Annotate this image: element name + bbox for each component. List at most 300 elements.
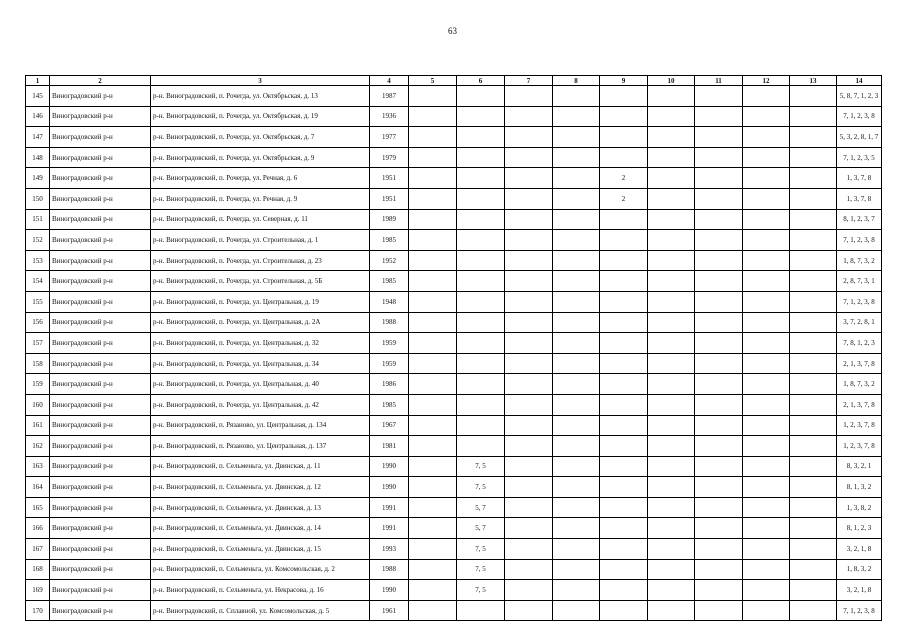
col8-cell	[553, 291, 600, 312]
col5-cell	[409, 250, 457, 271]
col7-cell	[505, 271, 553, 292]
table-row	[26, 456, 882, 477]
col10-cell	[648, 539, 695, 560]
col14-cell: 8, 1, 2, 3	[837, 518, 882, 539]
col12-cell	[743, 250, 790, 271]
col10-cell	[648, 291, 695, 312]
col12-cell	[743, 518, 790, 539]
col12-cell	[743, 230, 790, 251]
year-cell: 1990	[370, 456, 409, 477]
column-header: 2	[50, 76, 151, 86]
column-header: 9	[600, 76, 648, 86]
year-cell: 1951	[370, 168, 409, 189]
district-cell: Виноградовский р-н	[50, 106, 151, 127]
col7-cell	[505, 147, 553, 168]
year-cell: 1959	[370, 353, 409, 374]
col8-cell	[553, 127, 600, 148]
col11-cell	[695, 230, 743, 251]
year-cell: 1988	[370, 312, 409, 333]
table-row	[26, 333, 882, 354]
district-cell: Виноградовский р-н	[50, 394, 151, 415]
address-cell: р-н. Виноградовский, п. Рязаново, ул. Центральная, д. 134	[151, 415, 370, 436]
col5-cell	[409, 86, 457, 107]
col6-cell	[457, 436, 505, 457]
col13-cell	[790, 86, 837, 107]
col6-cell	[457, 168, 505, 189]
col7-cell	[505, 374, 553, 395]
col14-cell: 3, 2, 1, 8	[837, 539, 882, 560]
table-row	[26, 147, 882, 168]
col6-cell	[457, 394, 505, 415]
col11-cell	[695, 456, 743, 477]
row-number: 146	[26, 106, 50, 127]
col9-cell	[600, 312, 648, 333]
address-cell: р-н. Виноградовский, п. Рочегда, ул. Северная, д. 11	[151, 209, 370, 230]
col7-cell	[505, 353, 553, 374]
col7-cell	[505, 188, 553, 209]
district-cell: Виноградовский р-н	[50, 168, 151, 189]
col10-cell	[648, 312, 695, 333]
col13-cell	[790, 539, 837, 560]
district-cell: Виноградовский р-н	[50, 580, 151, 601]
col14-cell: 7, 8, 1, 2, 3	[837, 333, 882, 354]
district-cell: Виноградовский р-н	[50, 539, 151, 560]
col13-cell	[790, 168, 837, 189]
year-cell: 1986	[370, 374, 409, 395]
row-number: 151	[26, 209, 50, 230]
address-cell: р-н. Виноградовский, п. Рочегда, ул. Центральная, д. 19	[151, 291, 370, 312]
col12-cell	[743, 291, 790, 312]
row-number: 147	[26, 127, 50, 148]
table-row	[26, 600, 882, 621]
year-cell: 1959	[370, 333, 409, 354]
col11-cell	[695, 333, 743, 354]
col8-cell	[553, 436, 600, 457]
col10-cell	[648, 374, 695, 395]
col5-cell	[409, 291, 457, 312]
col13-cell	[790, 188, 837, 209]
row-number: 155	[26, 291, 50, 312]
col10-cell	[648, 580, 695, 601]
row-number: 156	[26, 312, 50, 333]
row-number: 158	[26, 353, 50, 374]
col5-cell	[409, 539, 457, 560]
col12-cell	[743, 86, 790, 107]
col6-cell: 7, 5	[457, 477, 505, 498]
col6-cell: 5, 7	[457, 497, 505, 518]
district-cell: Виноградовский р-н	[50, 209, 151, 230]
district-cell: Виноградовский р-н	[50, 559, 151, 580]
col13-cell	[790, 456, 837, 477]
col9-cell	[600, 456, 648, 477]
col11-cell	[695, 312, 743, 333]
col8-cell	[553, 600, 600, 621]
row-number: 167	[26, 539, 50, 560]
col14-cell: 7, 1, 2, 3, 8	[837, 230, 882, 251]
col9-cell	[600, 415, 648, 436]
address-cell: р-н. Виноградовский, п. Рочегда, ул. Октябрьская, д. 9	[151, 147, 370, 168]
address-cell: р-н. Виноградовский, п. Рочегда, ул. Центральная, д. 40	[151, 374, 370, 395]
col5-cell	[409, 497, 457, 518]
col8-cell	[553, 394, 600, 415]
col7-cell	[505, 456, 553, 477]
col12-cell	[743, 106, 790, 127]
row-number: 169	[26, 580, 50, 601]
address-cell: р-н. Виноградовский, п. Рочегда, ул. Октябрьская, д. 13	[151, 86, 370, 107]
col7-cell	[505, 86, 553, 107]
row-number: 145	[26, 86, 50, 107]
table-row	[26, 250, 882, 271]
col8-cell	[553, 209, 600, 230]
col13-cell	[790, 333, 837, 354]
col12-cell	[743, 333, 790, 354]
col13-cell	[790, 127, 837, 148]
col8-cell	[553, 86, 600, 107]
table-row	[26, 477, 882, 498]
col9-cell: 2	[600, 168, 648, 189]
year-cell: 1967	[370, 415, 409, 436]
row-number: 148	[26, 147, 50, 168]
row-number: 152	[26, 230, 50, 251]
table-header	[26, 76, 882, 86]
col14-cell: 7, 1, 2, 3, 8	[837, 600, 882, 621]
district-cell: Виноградовский р-н	[50, 518, 151, 539]
address-cell: р-н. Виноградовский, п. Рочегда, ул. Строительная, д. 23	[151, 250, 370, 271]
col10-cell	[648, 333, 695, 354]
col12-cell	[743, 436, 790, 457]
col5-cell	[409, 559, 457, 580]
row-number: 159	[26, 374, 50, 395]
row-number: 164	[26, 477, 50, 498]
col12-cell	[743, 209, 790, 230]
col13-cell	[790, 271, 837, 292]
table-row	[26, 436, 882, 457]
col11-cell	[695, 580, 743, 601]
col10-cell	[648, 106, 695, 127]
table-row	[26, 312, 882, 333]
address-cell: р-н. Виноградовский, п. Рочегда, ул. Октябрьская, д. 19	[151, 106, 370, 127]
column-header: 14	[837, 76, 882, 86]
col10-cell	[648, 436, 695, 457]
col14-cell: 1, 3, 7, 8	[837, 188, 882, 209]
col13-cell	[790, 374, 837, 395]
district-cell: Виноградовский р-н	[50, 374, 151, 395]
district-cell: Виноградовский р-н	[50, 188, 151, 209]
address-cell: р-н. Виноградовский, п. Сельменьга, ул. Двинская, д. 11	[151, 456, 370, 477]
col12-cell	[743, 147, 790, 168]
col5-cell	[409, 436, 457, 457]
row-number: 168	[26, 559, 50, 580]
col14-cell: 8, 1, 2, 3, 7	[837, 209, 882, 230]
district-cell: Виноградовский р-н	[50, 312, 151, 333]
col11-cell	[695, 127, 743, 148]
year-cell: 1981	[370, 436, 409, 457]
year-cell: 1993	[370, 539, 409, 560]
col12-cell	[743, 188, 790, 209]
col12-cell	[743, 127, 790, 148]
col9-cell	[600, 436, 648, 457]
col6-cell	[457, 374, 505, 395]
address-cell: р-н. Виноградовский, п. Рязаново, ул. Центральная, д. 137	[151, 436, 370, 457]
col13-cell	[790, 312, 837, 333]
col6-cell: 7, 5	[457, 456, 505, 477]
col9-cell	[600, 333, 648, 354]
col10-cell	[648, 518, 695, 539]
table-row	[26, 291, 882, 312]
table-row	[26, 127, 882, 148]
district-cell: Виноградовский р-н	[50, 271, 151, 292]
col12-cell	[743, 497, 790, 518]
col6-cell: 5, 7	[457, 518, 505, 539]
col12-cell	[743, 559, 790, 580]
col14-cell: 7, 1, 2, 3, 8	[837, 291, 882, 312]
table-body	[26, 86, 882, 621]
col6-cell	[457, 271, 505, 292]
col12-cell	[743, 539, 790, 560]
col5-cell	[409, 230, 457, 251]
address-cell: р-н. Виноградовский, п. Рочегда, ул. Центральная, д. 2А	[151, 312, 370, 333]
col6-cell	[457, 600, 505, 621]
col11-cell	[695, 353, 743, 374]
year-cell: 1985	[370, 230, 409, 251]
year-cell: 1991	[370, 518, 409, 539]
col10-cell	[648, 230, 695, 251]
row-number: 161	[26, 415, 50, 436]
col14-cell: 5, 3, 2, 8, 1, 7	[837, 127, 882, 148]
col10-cell	[648, 271, 695, 292]
col10-cell	[648, 477, 695, 498]
col14-cell: 7, 1, 2, 3, 5	[837, 147, 882, 168]
col6-cell	[457, 230, 505, 251]
table-row	[26, 374, 882, 395]
col6-cell	[457, 106, 505, 127]
col6-cell	[457, 188, 505, 209]
column-header: 13	[790, 76, 837, 86]
col10-cell	[648, 86, 695, 107]
address-cell: р-н. Виноградовский, п. Сельменьга, ул. Комсомольская, д. 2	[151, 559, 370, 580]
col9-cell	[600, 86, 648, 107]
col10-cell	[648, 188, 695, 209]
col9-cell	[600, 271, 648, 292]
table-row	[26, 518, 882, 539]
col7-cell	[505, 106, 553, 127]
col9-cell	[600, 600, 648, 621]
table-row	[26, 394, 882, 415]
col8-cell	[553, 559, 600, 580]
year-cell: 1985	[370, 394, 409, 415]
district-cell: Виноградовский р-н	[50, 250, 151, 271]
district-cell: Виноградовский р-н	[50, 477, 151, 498]
column-header: 8	[553, 76, 600, 86]
col12-cell	[743, 271, 790, 292]
col13-cell	[790, 580, 837, 601]
column-header: 12	[743, 76, 790, 86]
year-cell: 1988	[370, 559, 409, 580]
address-cell: р-н. Виноградовский, п. Рочегда, ул. Строительная, д. 1	[151, 230, 370, 251]
district-cell: Виноградовский р-н	[50, 436, 151, 457]
col10-cell	[648, 497, 695, 518]
col7-cell	[505, 436, 553, 457]
col6-cell	[457, 333, 505, 354]
column-header: 5	[409, 76, 457, 86]
address-cell: р-н. Виноградовский, п. Сельменьга, ул. Двинская, д. 15	[151, 539, 370, 560]
row-number: 162	[26, 436, 50, 457]
col9-cell	[600, 394, 648, 415]
col8-cell	[553, 250, 600, 271]
year-cell: 1936	[370, 106, 409, 127]
col10-cell	[648, 456, 695, 477]
col13-cell	[790, 230, 837, 251]
year-cell: 1948	[370, 291, 409, 312]
col11-cell	[695, 168, 743, 189]
col8-cell	[553, 518, 600, 539]
col14-cell: 1, 2, 3, 7, 8	[837, 415, 882, 436]
col12-cell	[743, 168, 790, 189]
registry-table	[25, 75, 882, 621]
col11-cell	[695, 559, 743, 580]
col10-cell	[648, 394, 695, 415]
col8-cell	[553, 580, 600, 601]
district-cell: Виноградовский р-н	[50, 353, 151, 374]
col11-cell	[695, 86, 743, 107]
table-row	[26, 106, 882, 127]
col14-cell: 7, 1, 2, 3, 8	[837, 106, 882, 127]
col5-cell	[409, 188, 457, 209]
col5-cell	[409, 312, 457, 333]
col9-cell	[600, 250, 648, 271]
col11-cell	[695, 477, 743, 498]
table-row	[26, 230, 882, 251]
year-cell: 1989	[370, 209, 409, 230]
col11-cell	[695, 106, 743, 127]
col7-cell	[505, 291, 553, 312]
row-number: 149	[26, 168, 50, 189]
col11-cell	[695, 147, 743, 168]
year-cell: 1979	[370, 147, 409, 168]
col5-cell	[409, 415, 457, 436]
col9-cell	[600, 518, 648, 539]
col12-cell	[743, 477, 790, 498]
address-cell: р-н. Виноградовский, п. Рочегда, ул. Речная, д. 6	[151, 168, 370, 189]
year-cell: 1961	[370, 600, 409, 621]
col5-cell	[409, 518, 457, 539]
col11-cell	[695, 415, 743, 436]
address-cell: р-н. Виноградовский, п. Рочегда, ул. Речная, д. 9	[151, 188, 370, 209]
col9-cell	[600, 127, 648, 148]
col13-cell	[790, 353, 837, 374]
col14-cell: 1, 2, 3, 7, 8	[837, 436, 882, 457]
district-cell: Виноградовский р-н	[50, 291, 151, 312]
col13-cell	[790, 497, 837, 518]
col14-cell: 3, 2, 1, 8	[837, 580, 882, 601]
col10-cell	[648, 250, 695, 271]
col6-cell	[457, 209, 505, 230]
address-cell: р-н. Виноградовский, п. Сельменьга, ул. Некрасова, д. 16	[151, 580, 370, 601]
col12-cell	[743, 353, 790, 374]
year-cell: 1952	[370, 250, 409, 271]
col8-cell	[553, 106, 600, 127]
year-cell: 1977	[370, 127, 409, 148]
table-row	[26, 209, 882, 230]
table-row	[26, 497, 882, 518]
col6-cell	[457, 312, 505, 333]
district-cell: Виноградовский р-н	[50, 147, 151, 168]
year-cell: 1990	[370, 477, 409, 498]
col5-cell	[409, 353, 457, 374]
col13-cell	[790, 209, 837, 230]
col12-cell	[743, 580, 790, 601]
table-row	[26, 580, 882, 601]
year-cell: 1990	[370, 580, 409, 601]
col14-cell: 1, 3, 8, 2	[837, 497, 882, 518]
col5-cell	[409, 209, 457, 230]
column-header: 3	[151, 76, 370, 86]
district-cell: Виноградовский р-н	[50, 230, 151, 251]
col8-cell	[553, 271, 600, 292]
year-cell: 1985	[370, 271, 409, 292]
col13-cell	[790, 518, 837, 539]
address-cell: р-н. Виноградовский, п. Сельменьга, ул. Двинская, д. 14	[151, 518, 370, 539]
col6-cell: 7, 5	[457, 539, 505, 560]
table-row	[26, 86, 882, 107]
col9-cell	[600, 106, 648, 127]
column-header: 10	[648, 76, 695, 86]
col7-cell	[505, 250, 553, 271]
col9-cell	[600, 477, 648, 498]
column-header: 7	[505, 76, 553, 86]
col7-cell	[505, 312, 553, 333]
column-header: 6	[457, 76, 505, 86]
col8-cell	[553, 168, 600, 189]
header-row	[26, 76, 882, 86]
col9-cell	[600, 209, 648, 230]
col10-cell	[648, 127, 695, 148]
col7-cell	[505, 559, 553, 580]
col14-cell: 8, 1, 3, 2	[837, 477, 882, 498]
col13-cell	[790, 394, 837, 415]
page-number: 63	[448, 26, 457, 36]
column-header: 1	[26, 76, 50, 86]
col5-cell	[409, 580, 457, 601]
col10-cell	[648, 209, 695, 230]
col8-cell	[553, 230, 600, 251]
col5-cell	[409, 333, 457, 354]
col7-cell	[505, 518, 553, 539]
col8-cell	[553, 497, 600, 518]
col12-cell	[743, 456, 790, 477]
table-row	[26, 415, 882, 436]
col5-cell	[409, 147, 457, 168]
table-row	[26, 188, 882, 209]
row-number: 153	[26, 250, 50, 271]
col7-cell	[505, 394, 553, 415]
col9-cell	[600, 559, 648, 580]
col12-cell	[743, 312, 790, 333]
col5-cell	[409, 127, 457, 148]
col9-cell	[600, 291, 648, 312]
col7-cell	[505, 477, 553, 498]
col11-cell	[695, 497, 743, 518]
year-cell: 1951	[370, 188, 409, 209]
col7-cell	[505, 127, 553, 148]
col13-cell	[790, 477, 837, 498]
row-number: 165	[26, 497, 50, 518]
col7-cell	[505, 600, 553, 621]
year-cell: 1991	[370, 497, 409, 518]
col6-cell	[457, 415, 505, 436]
col12-cell	[743, 394, 790, 415]
col7-cell	[505, 415, 553, 436]
